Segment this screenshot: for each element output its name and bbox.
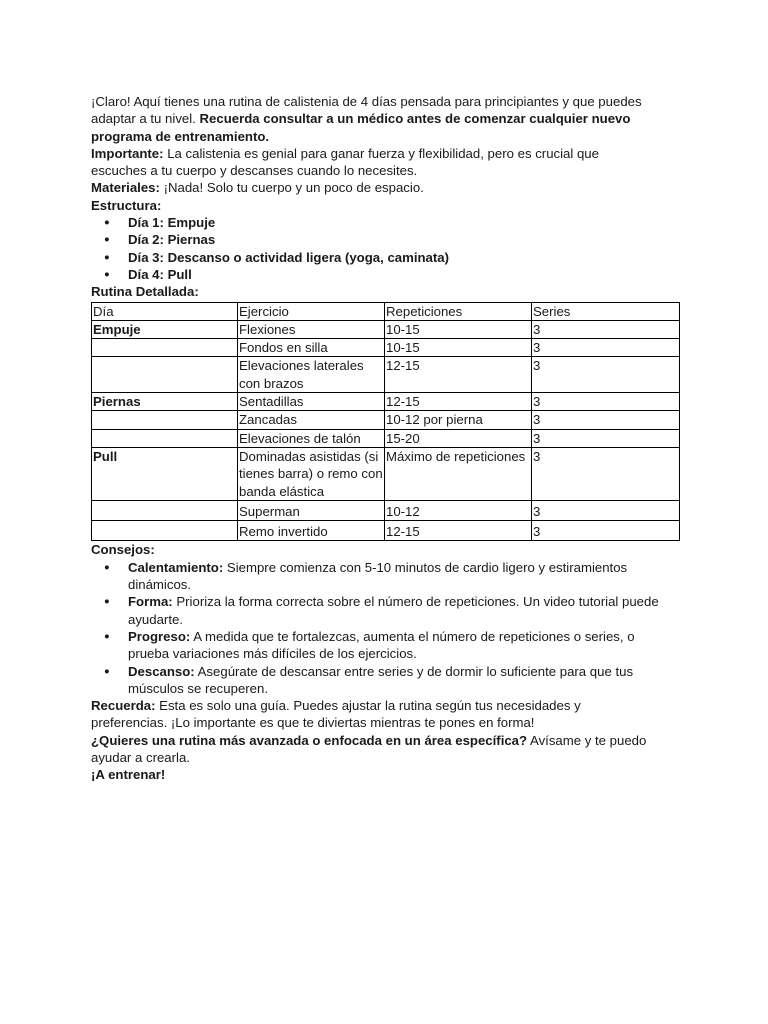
- day-cell: [92, 357, 238, 393]
- rutina-heading: [91, 283, 679, 300]
- pregunta-text: Avísame y te puedo: [527, 732, 647, 748]
- reps-cell: 10-12: [385, 500, 532, 520]
- exercise-cell: Sentadillas: [238, 393, 385, 411]
- series-cell: 3: [532, 393, 680, 411]
- day-2: Día 2: Piernas: [128, 232, 216, 248]
- series-cell: 3: [532, 357, 680, 393]
- reps-cell: 10-15: [385, 320, 532, 338]
- series-cell: 3: [532, 521, 680, 541]
- importante-label: Importante:: [91, 145, 164, 161]
- estructura-label: Estructura:: [91, 197, 162, 213]
- intro-line-3: [91, 128, 679, 145]
- table-row: [92, 429, 680, 447]
- list-item: [91, 231, 679, 248]
- exercise-cell: Elevaciones de talón: [238, 429, 385, 447]
- tip-label: Progreso:: [128, 628, 191, 644]
- list-item: [91, 559, 679, 594]
- series-cell: 3: [532, 339, 680, 357]
- day-cell: Pull: [92, 447, 238, 500]
- exercise-cell: Flexiones: [238, 320, 385, 338]
- recuerda-text: Esta es solo una guía. Puedes ajustar la rutina según tus necesidades y: [155, 698, 581, 714]
- list-item: [91, 628, 679, 663]
- series-cell: 3: [532, 320, 680, 338]
- reps-cell: 12-15: [385, 357, 532, 393]
- tip-label: Forma:: [128, 594, 173, 610]
- closing-line: [91, 766, 679, 783]
- series-cell: 3: [532, 429, 680, 447]
- estructura-heading: [91, 197, 679, 214]
- day-cell: Empuje: [92, 320, 238, 338]
- day-1: Día 1: Empuje: [128, 215, 216, 231]
- pregunta-bold: ¿Quieres una rutina más avanzada o enfocada en un área específica?: [91, 732, 528, 748]
- materiales-label: Materiales:: [91, 180, 160, 196]
- list-item: [91, 663, 679, 698]
- tip-label: Descanso:: [128, 663, 195, 679]
- reps-cell: 12-15: [385, 521, 532, 541]
- pregunta-line-1: [91, 732, 679, 749]
- table-row: [92, 357, 680, 393]
- day-cell: [92, 500, 238, 520]
- reps-cell: 15-20: [385, 429, 532, 447]
- day-cell: [92, 429, 238, 447]
- series-cell: 3: [532, 447, 680, 500]
- document-page: [91, 93, 679, 784]
- header-cell: Ejercicio: [238, 302, 385, 320]
- recuerda-line-1: [91, 697, 679, 714]
- reps-cell: 12-15: [385, 393, 532, 411]
- exercise-cell: Elevaciones laterales con brazos: [238, 357, 385, 393]
- consejos-label: Consejos:: [91, 542, 155, 558]
- reps-cell: 10-15: [385, 339, 532, 357]
- importante-text: La calistenia es genial para ganar fuerza y flexibilidad, pero es crucial que: [163, 145, 599, 161]
- rutina-label: Rutina Detallada:: [91, 284, 199, 300]
- reps-cell: 10-12 por pierna: [385, 411, 532, 429]
- header-cell: Repeticiones: [385, 302, 532, 320]
- tip-text: Prioriza la forma correcta sobre el número de repeticiones. Un video tutorial puede ayudarte.: [128, 594, 659, 627]
- list-item: [91, 249, 679, 266]
- table-row: [92, 393, 680, 411]
- doctor-warning-cont: programa de entrenamiento.: [91, 128, 270, 144]
- materiales-line: [91, 179, 679, 196]
- table-row: [92, 447, 680, 500]
- intro-line-1: ¡Claro! Aquí tienes una rutina de calistenia de 4 días pensada para principiantes y que puedes: [91, 94, 642, 109]
- importante-line-1: [91, 145, 679, 162]
- table-row: [92, 320, 680, 338]
- importante-line-2: escuches a tu cuerpo y descanses cuando lo necesites.: [91, 163, 418, 179]
- list-item: [91, 266, 679, 283]
- intro-line-2: [91, 110, 679, 127]
- table-row: [92, 521, 680, 541]
- routine-table: [91, 302, 680, 542]
- series-cell: 3: [532, 500, 680, 520]
- tip-text: Asegúrate de descansar entre series y de dormir lo suficiente para que tus músculos se recuperen.: [128, 663, 634, 696]
- exercise-cell: Zancadas: [238, 411, 385, 429]
- exercise-cell: Fondos en silla: [238, 339, 385, 357]
- recuerda-line-2: preferencias. ¡Lo importante es que te diviertas mientras te pones en forma!: [91, 715, 535, 731]
- day-3: Día 3: Descanso o actividad ligera (yoga, caminata): [128, 249, 450, 265]
- materiales-text: ¡Nada! Solo tu cuerpo y un poco de espacio.: [159, 180, 424, 196]
- table-row: [92, 339, 680, 357]
- consejos-list: [91, 559, 679, 697]
- table-row: [92, 500, 680, 520]
- day-4: Día 4: Pull: [128, 266, 192, 282]
- tip-label: Calentamiento:: [128, 559, 224, 575]
- day-cell: Piernas: [92, 393, 238, 411]
- list-item: [91, 214, 679, 231]
- day-cell: [92, 411, 238, 429]
- pregunta-line-2: ayudar a crearla.: [91, 749, 190, 765]
- closing-text: ¡A entrenar!: [91, 767, 166, 783]
- doctor-warning: Recuerda consultar a un médico antes de comenzar cualquier nuevo: [199, 111, 631, 127]
- estructura-list: [91, 214, 679, 283]
- header-cell: Series: [532, 302, 680, 320]
- exercise-cell: Remo invertido: [238, 521, 385, 541]
- day-cell: [92, 521, 238, 541]
- tip-text: A medida que te fortalezcas, aumenta el número de repeticiones o series, o prueba variaciones más difíciles de los ejercicios.: [128, 628, 635, 662]
- day-cell: [92, 339, 238, 357]
- list-item: [91, 593, 679, 628]
- recuerda-label: Recuerda:: [91, 698, 156, 714]
- series-cell: 3: [532, 411, 680, 429]
- tip-text: Siempre comienza con 5-10 minutos de cardio ligero y estiramientos dinámicos.: [128, 559, 628, 593]
- table-row: [92, 411, 680, 429]
- table-header-row: [92, 302, 680, 320]
- header-cell: Día: [92, 302, 238, 320]
- intro-text: adaptar a tu nivel.: [91, 111, 200, 127]
- exercise-cell: Superman: [238, 500, 385, 520]
- reps-cell: Máximo de repeticiones: [385, 447, 532, 500]
- consejos-heading: [91, 541, 679, 558]
- exercise-cell: Dominadas asistidas (si tienes barra) o remo con banda elástica: [239, 448, 383, 499]
